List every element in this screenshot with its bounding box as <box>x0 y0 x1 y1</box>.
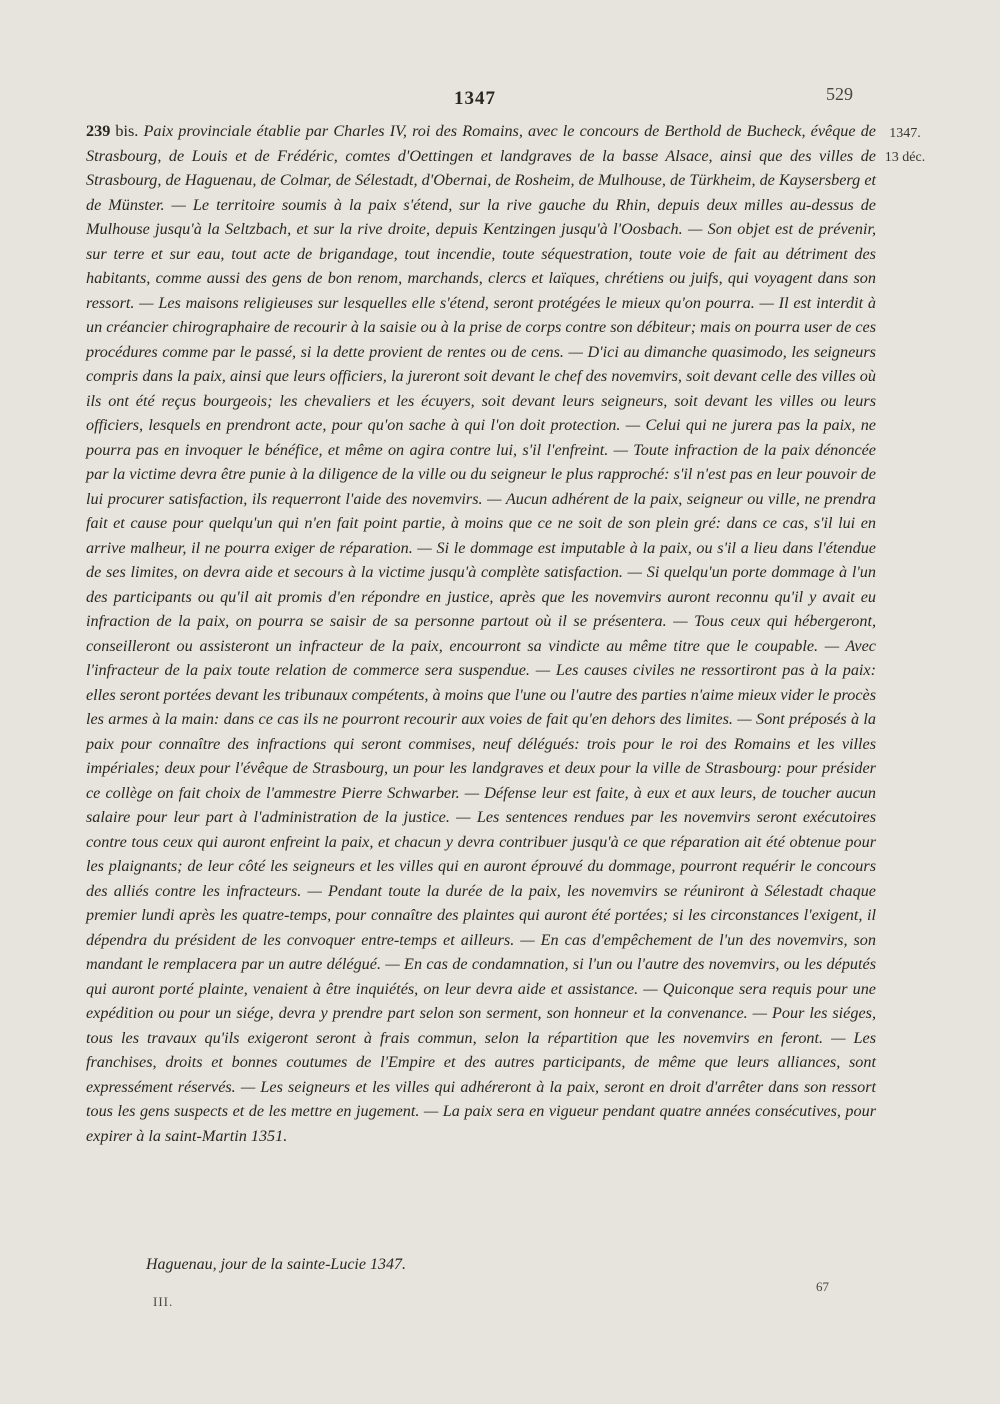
margin-day: 13 déc. <box>884 150 926 165</box>
entry-number: 239 <box>86 122 111 140</box>
volume-signature: III. <box>153 1294 174 1309</box>
page-number: 529 <box>826 84 853 104</box>
place-and-date: Haguenau, jour de la sainte-Lucie 1347. <box>146 1256 406 1273</box>
sheet-number: 67 <box>816 1279 829 1294</box>
running-head-year: 1347 <box>454 88 496 109</box>
entry-paragraph <box>86 119 876 1148</box>
entry-text: Paix provinciale établie par Charles IV, roi des Romains, avec le concours de Berthold de Bucheck, évêque de Strasbourg, de Louis et de Frédéric, comtes d'Oettingen et landgraves de la basse Alsace, ainsi que des villes de Strasbourg, de Haguenau, de Colmar, de Sélestadt, d'Obernai, de Rosheim, de Mulhouse, de Türkheim, de Kaysersberg et de Münster. — Le territoire soumis à la paix s'étend, sur la rive gauche du Rhin, depuis deux milles au-dessus de Mulhouse jusqu'à la Seltzbach, et sur la rive droite, depuis Kentzingen jusqu'à l'Oosbach. — Son objet est de prévenir, sur terre et sur eau, tout acte de brigandage, tout incendie, toute séquestration, toute voie de fait au détriment des habitants, comme aussi des gens de bon renom, marchands, clercs et laïques, chrétiens ou juifs, qui voyagent dans son ressort. — Les maisons religieuses sur lesquelles elle s'étend, seront protégées le mieux qu'on pourra. — Il est interdit à un créancier chirographaire de recourir à la saisie ou à la prise de corps contre son débiteur; mais on pourra user de ces procédures comme par le passé, si la dette provient de rentes ou de cens. — D'ici au dimanche quasimodo, les seigneurs compris dans la paix, ainsi que leurs officiers, la jureront soit devant le chef des novemvirs, soit devant celle des villes où ils ont été reçus bourgeois; les chevaliers et les écuyers, soit devant leurs seigneurs, soit devant les villes ou leurs officiers, lesquels en prendront acte, pour qu'on sache à qui l'on doit protection. — Celui qui ne jurera pas la paix, ne pourra pas en invoquer le bénéfice, et même on agira contre lui, s'il l'enfreint. — Toute infraction de la paix dénoncée par la victime devra être punie à la diligence de la ville ou du seigneur le plus rapproché: s'il n'est pas en leur pouvoir de lui procurer satisfaction, ils requerront l'aide des novemvirs. — Aucun adhérent de la paix, seigneur ou ville, ne prendra fait et cause pour quelqu'un qui n'en fait point partie, à moins que ce ne soit de son plein gré: dans ce cas, s'il lui en arrive malheur, il ne pourra exiger de réparation. — Si le dommage est imputable à la paix, ou s'il a lieu dans l'étendue de ses limites, on devra aide et secours à la victime jusqu'à complète satisfaction. — Si quelqu'un porte dommage à l'un des participants ou qu'il ait promis d'en répondre en justice, après que les novemvirs auront reconnu qu'il y avait eu infraction de la paix, on pourra se saisir de sa personne partout où il se présentera. — Tous ceux qui hébergeront, conseilleront ou assisteront un infracteur de la paix, encourront sa vindicte au même titre que le coupable. — Avec l'infracteur de la paix toute relation de commerce sera suspendue. — Les causes civiles ne ressortiront pas à la paix: elles seront portées devant les tribunaux compétents, à moins que l'une ou l'autre des parties n'aime mieux vider le procès les armes à la main: dans ce cas ils ne pourront recourir aux voies de fait qu'en dehors des limites. — Sont préposés à la paix pour connaître des infractions qui seront commises, neuf délégués: trois pour le roi des Romains et les villes impériales; deux pour l'évêque de Strasbourg, un pour les landgraves et deux pour la ville de Strasbourg: pour présider ce collège on fait choix de l'ammestre Pierre Schwarber. — Défense leur est faite, à eux et aux leurs, de toucher aucun salaire pour leur part à l'administration de la justice. — Les sentences rendues par les novemvirs seront exécutoires contre tous ceux qui auront enfreint la paix, et chacun y devra contribuer jusqu'à ce que réparation ait été obtenue pour les plaignants; de leur côté les seigneurs et les villes qui en auront éprouvé du dommage, pourront requérir le concours des alliés contre les infracteurs. — Pendant toute la durée de la paix, les novemvirs se réuniront à Sélestadt chaque premier lundi après les quatre-temps, pour connaître des plaintes qui auront été portées; si les circonstances l'exigent, il dépendra du président de les convoquer entre-temps et ailleurs. — En cas d'empêchement de l'un des novemvirs, son mandant le remplacera par un autre délégué. — En cas de condamnation, si l'un ou l'autre des novemvirs, ou les députés qui auront porté plainte, venaient à être inquiétés, on leur devra aide et assistance. — Quiconque sera requis pour une expédition ou pour un siége, devra y prendre part selon son serment, son honneur et la convenance. — Pour les siéges, tous les travaux qu'ils exigeront seront à frais commun, selon la répartition que les novemvirs en feront. — Les franchises, droits et bonnes coutumes de l'Empire et des autres participants, de même que leurs alliances, sont expressément réservés. — Les seigneurs et les villes qui adhéreront à la paix, seront en droit d'arrêter dans son ressort tous les gens suspects et de les mettre en jugement. — La paix sera en vigueur pendant quatre années consécutives, pour expirer à la saint-Martin 1351. <box>86 122 876 1145</box>
margin-year: 1347. <box>889 126 921 141</box>
entry-bis-suffix: bis. <box>110 122 139 140</box>
